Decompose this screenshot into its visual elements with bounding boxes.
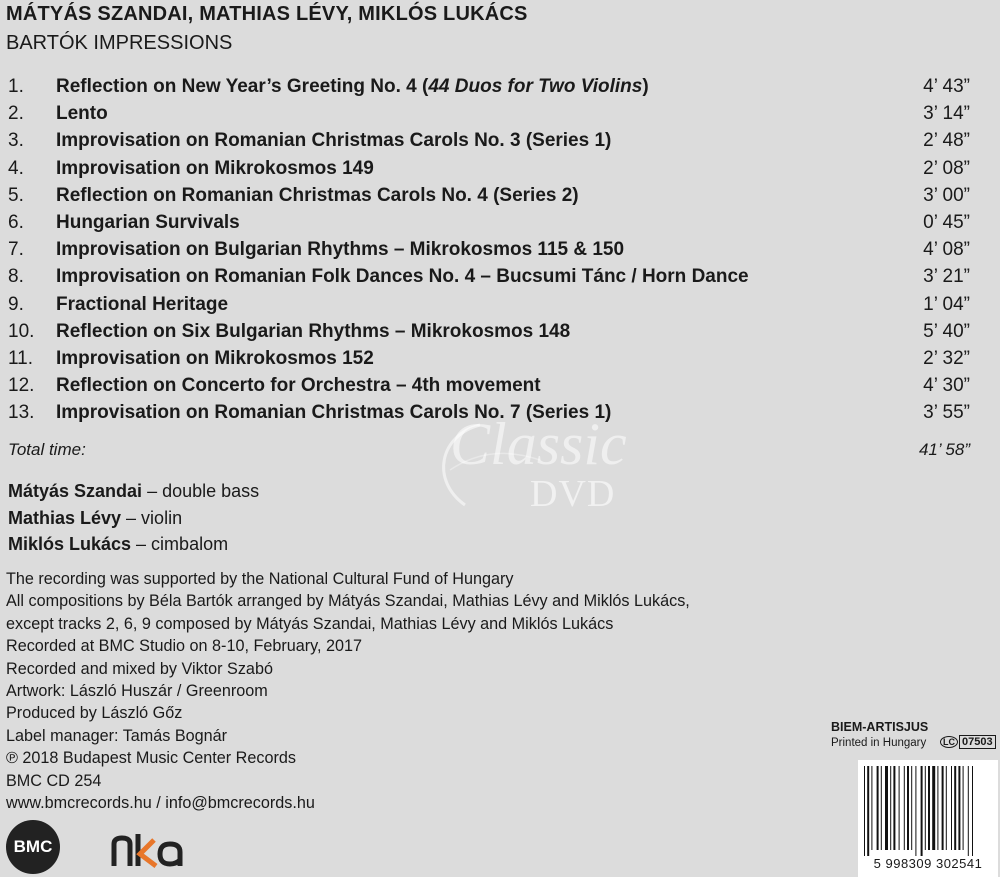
credit-line: The recording was supported by the National Cultural Fund of Hungary [6, 570, 514, 588]
track-number: 6. [8, 211, 24, 233]
barcode-bar [972, 766, 973, 856]
track-duration: 5’ 40” [923, 320, 970, 342]
track-duration: 2’ 08” [923, 157, 970, 179]
barcode-bar [867, 766, 869, 856]
performer-line [8, 531, 259, 558]
track-title-text: Reflection on Concerto for Orchestra – 4th movement [56, 375, 541, 397]
track-number: 4. [8, 157, 24, 179]
track-number: 2. [8, 103, 24, 125]
track-title [56, 263, 749, 290]
credit-line: BMC CD 254 [6, 771, 102, 790]
credit-line: ℗ 2018 Budapest Music Center Records [6, 749, 296, 768]
track-number: 7. [8, 239, 24, 261]
bmc-logo-text: BMC [13, 837, 53, 856]
track-number: 1. [8, 76, 24, 97]
track-row [8, 100, 970, 127]
barcode-bar [911, 766, 912, 850]
track-title [56, 372, 541, 399]
performers-list [8, 478, 259, 558]
track-duration: 3’ 21” [923, 266, 970, 288]
track-row [8, 291, 970, 318]
track-number: 8. [8, 266, 24, 288]
track-duration: 3’ 14” [923, 103, 970, 125]
track-title [56, 345, 374, 372]
barcode-bar [864, 766, 865, 856]
barcode-bar [963, 766, 964, 850]
lc-prefix: LC [940, 736, 958, 748]
watermark-dvd-text: DVD [530, 473, 616, 515]
barcode-bar [958, 766, 960, 850]
credit-line: www.bmcrecords.hu / info@bmcrecords.hu [6, 794, 315, 813]
barcode [858, 760, 998, 877]
barcode-bar [881, 766, 882, 850]
track-title-text: Lento [56, 103, 108, 125]
label-code [940, 735, 996, 749]
credit-line: Produced by László Gőz [6, 704, 183, 723]
barcode-bar [925, 766, 926, 850]
track-title-text: Improvisation on Romanian Christmas Carols No. 7 (Series 1) [56, 402, 612, 424]
track-row [8, 182, 970, 209]
track-title [56, 127, 611, 154]
track-number: 13. [8, 402, 35, 424]
barcode-bar [954, 766, 956, 850]
barcode-bar [907, 766, 909, 850]
credit-line: Artwork: László Huszár / Greenroom [6, 682, 268, 701]
credit-line: Recorded and mixed by Viktor Szabó [6, 659, 273, 678]
track-title [56, 318, 570, 345]
credits-block [6, 568, 690, 814]
barcode-bar [877, 766, 879, 850]
track-duration: 4’ 30” [923, 375, 970, 397]
track-number: 11. [8, 347, 34, 369]
track-title [56, 155, 374, 182]
artists-heading: MÁTYÁS SZANDAI, MATHIAS LÉVY, MIKLÓS LUKÁCS [6, 3, 528, 25]
track-title-text: Hungarian Survivals [56, 211, 240, 233]
total-time-value: 41’ 58” [918, 440, 970, 459]
track-duration: 3’ 00” [923, 184, 970, 206]
performer-name: Mathias Lévy [8, 507, 122, 528]
track-title-text: Reflection on New Year’s Greeting No. 4 ( [56, 76, 429, 97]
track-duration: 4’ 43” [923, 76, 970, 97]
performer-role: – double bass [142, 481, 260, 501]
barcode-bar [928, 766, 930, 850]
track-number: 3. [8, 130, 24, 152]
printed-in-label: Printed in Hungary [831, 737, 927, 749]
track-title-text: Reflection on Romanian Christmas Carols No. 4 (Series 2) [56, 184, 579, 206]
track-number: 10. [8, 320, 35, 342]
track-title-italic: 44 Duos for Two Violins [428, 76, 643, 97]
track-title [56, 73, 649, 100]
barcode-bar [968, 766, 969, 856]
credit-line: All compositions by Béla Bartók arranged by Mátyás Szandai, Mathias Lévy and Miklós Lukács, [6, 592, 690, 611]
track-title [56, 100, 108, 127]
lc-number: 07503 [959, 735, 996, 749]
track-duration: 0’ 45” [923, 211, 970, 233]
track-row [8, 236, 970, 263]
track-title [56, 236, 624, 263]
barcode-bar [951, 766, 952, 850]
performer-line [8, 505, 259, 532]
performer-name: Mátyás Szandai [8, 481, 143, 501]
barcode-bar [932, 766, 935, 850]
performer-name: Miklós Lukács [8, 534, 132, 554]
track-number: 12. [8, 375, 35, 397]
track-row [8, 73, 970, 100]
total-time-label: Total time: [8, 440, 86, 459]
track-row [8, 345, 970, 372]
barcode-bar [871, 766, 872, 850]
barcode-bar [942, 766, 944, 850]
bmc-logo [6, 820, 60, 874]
barcode-bar [893, 766, 895, 850]
performer-role: – violin [121, 507, 183, 528]
barcode-bars-icon [862, 766, 994, 856]
track-number: 9. [8, 293, 24, 315]
nka-logo-icon [110, 830, 186, 870]
barcode-bar [937, 766, 938, 850]
track-row [8, 155, 970, 182]
track-row [8, 127, 970, 154]
track-title-text: Improvisation on Bulgarian Rhythms – Mikrokosmos 115 & 150 [56, 239, 625, 261]
track-title [56, 209, 240, 236]
track-list [8, 73, 970, 426]
barcode-bar [885, 766, 888, 850]
watermark-classic-text: Classic [450, 411, 627, 477]
track-title-text: Improvisation on Mikrokosmos 152 [56, 347, 374, 369]
track-title [56, 182, 579, 209]
performer-role: – cimbalom [131, 534, 229, 554]
classic-dvd-watermark [420, 410, 650, 520]
credit-line: except tracks 2, 6, 9 composed by Mátyás Szandai, Mathias Lévy and Miklós Lukács [6, 614, 614, 633]
track-title [56, 291, 228, 318]
track-row [8, 209, 970, 236]
barcode-digits: 5 998309 302541 [873, 856, 983, 871]
album-title: BARTÓK IMPRESSIONS [6, 32, 233, 54]
track-title-end: ) [642, 76, 649, 97]
barcode-bar [899, 766, 900, 850]
credit-line: Label manager: Tamás Bognár [6, 726, 228, 745]
barcode-bar [915, 766, 916, 856]
credit-line: Recorded at BMC Studio on 8-10, February, 2017 [6, 637, 363, 656]
barcode-bar [921, 766, 923, 856]
track-duration: 2’ 48” [923, 130, 970, 152]
track-title-text: Reflection on Six Bulgarian Rhythms – Mikrokosmos 148 [56, 320, 571, 342]
track-duration: 3’ 55” [923, 402, 970, 424]
track-row [8, 318, 970, 345]
nka-logo [110, 830, 186, 875]
track-title-text: Fractional Heritage [56, 293, 229, 315]
track-number: 5. [8, 184, 24, 206]
track-title-text: Improvisation on Mikrokosmos 149 [56, 157, 374, 179]
track-row [8, 372, 970, 399]
track-row [8, 263, 970, 290]
track-title-text: Improvisation on Romanian Christmas Carols No. 3 (Series 1) [56, 130, 612, 152]
biem-artisjus-label: BIEM-ARTISJUS [831, 720, 929, 734]
track-title-text: Improvisation on Romanian Folk Dances No. 4 – Bucsumi Tánc / Horn Dance [56, 266, 749, 288]
barcode-bar [946, 766, 947, 850]
track-duration: 2’ 32” [923, 347, 970, 369]
barcode-bar [904, 766, 905, 850]
track-duration: 1’ 04” [923, 293, 970, 315]
barcode-bar [890, 766, 891, 850]
track-duration: 4’ 08” [923, 239, 970, 261]
performer-line [8, 478, 259, 505]
